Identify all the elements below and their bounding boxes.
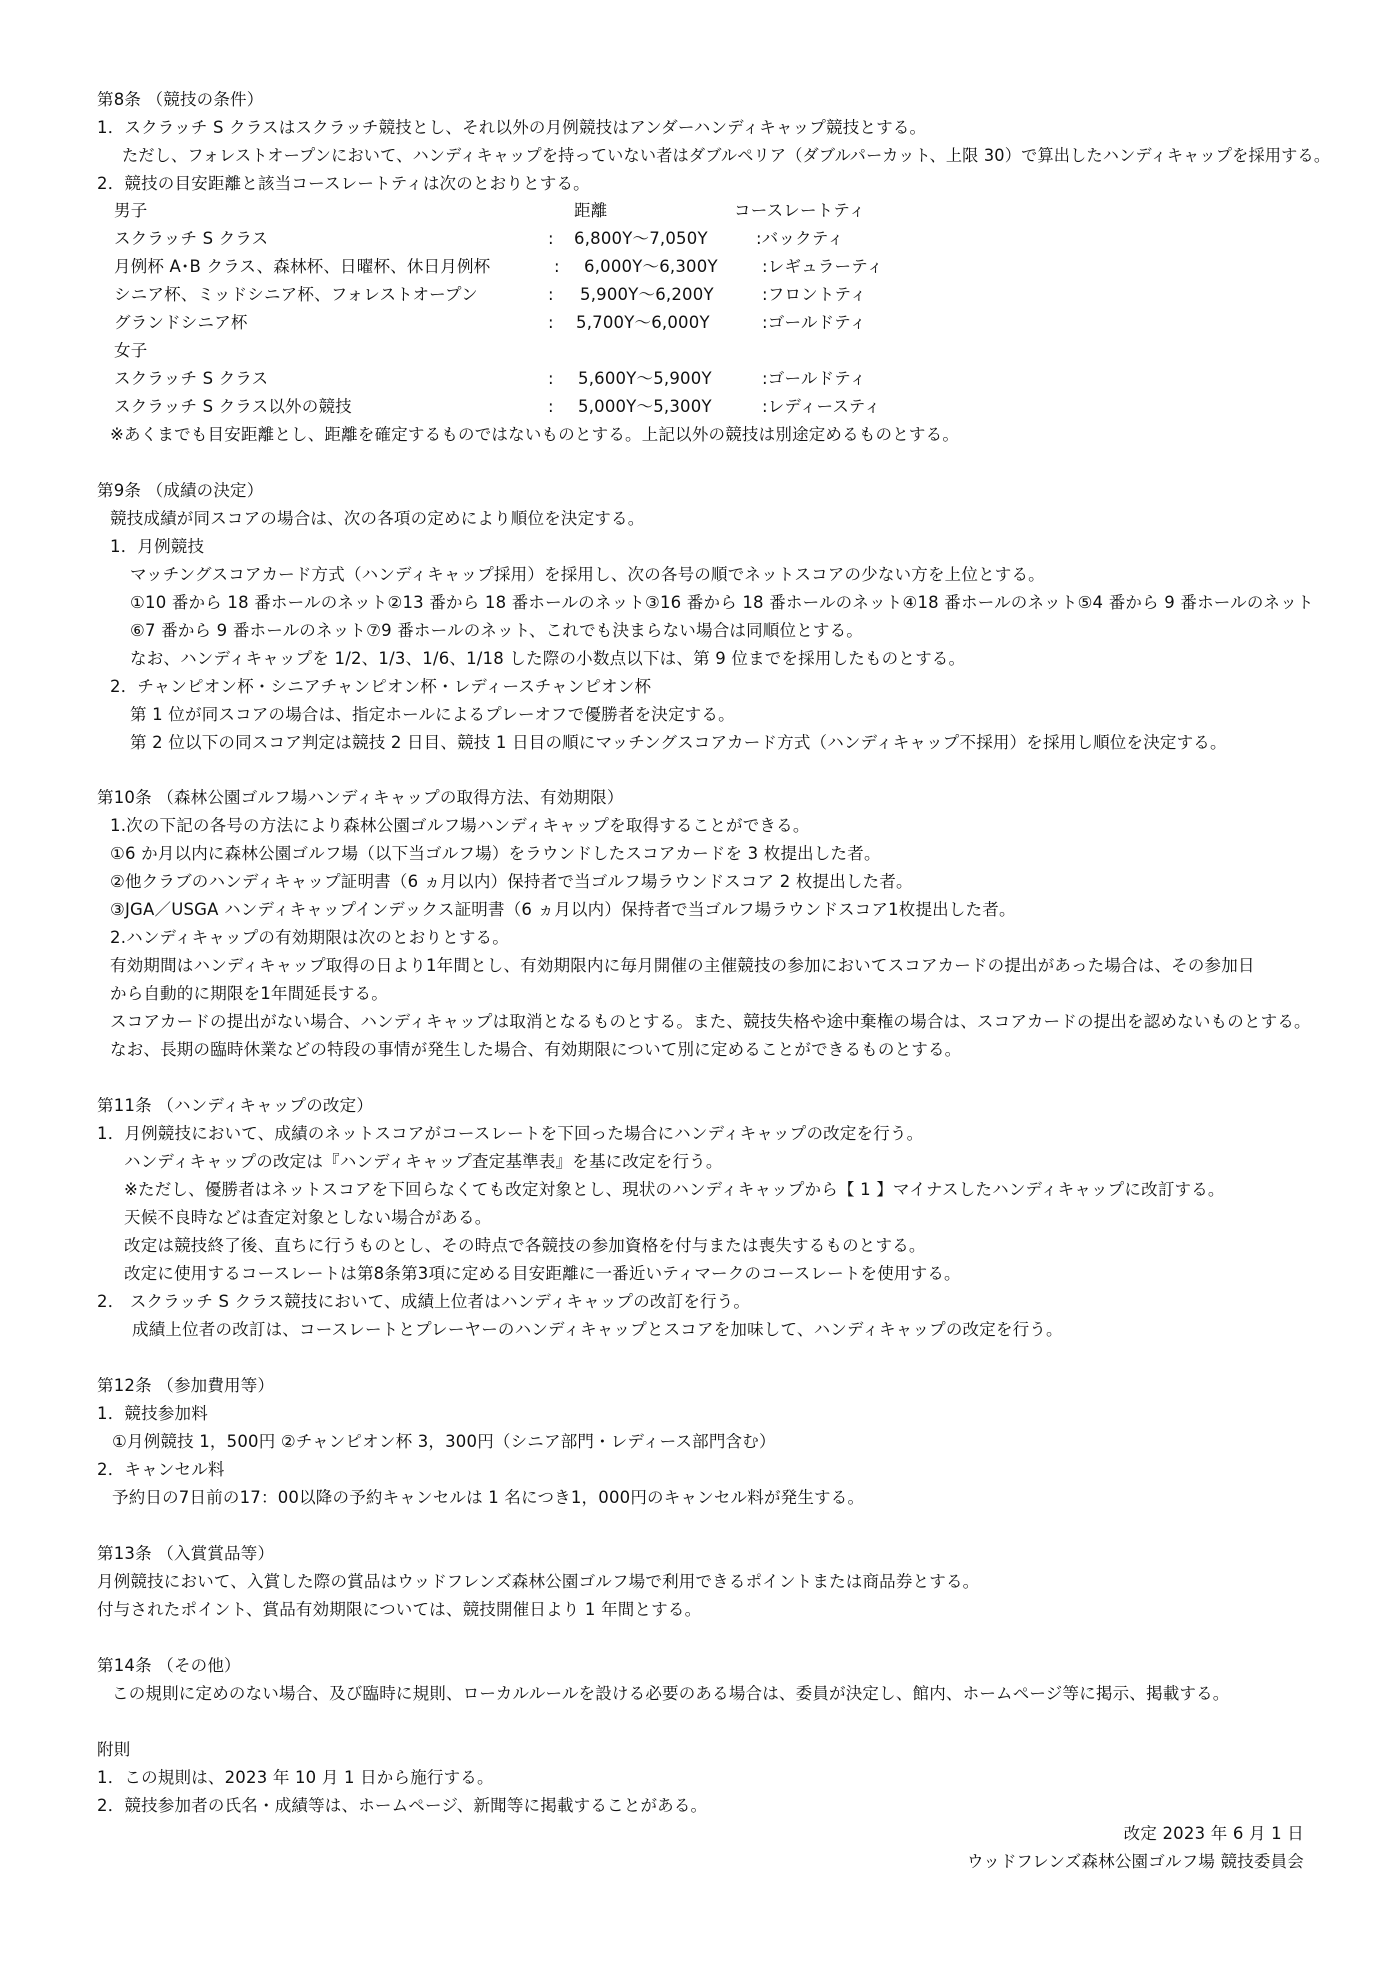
article-9-section-1: 1．月例競技 [110, 537, 205, 556]
men-row-sep: : [548, 313, 554, 332]
men-row-distance: 6,000Y～6,300Y [584, 257, 718, 276]
article-11-line: ハンディキャップの改定は『ハンディキャップ査定基準表』を基に改定を行う。 [124, 1152, 723, 1171]
column-header-distance: 距離 [574, 201, 608, 220]
men-label: 男子 [114, 201, 148, 220]
women-row-name: スクラッチ S クラス [114, 369, 269, 388]
article-10-line: 2.ハンディキャップの有効期限は次のとおりとする。 [110, 928, 509, 947]
article-10-heading: 第10条 （森林公園ゴルフ場ハンディキャップの取得方法、有効期限） [97, 788, 624, 807]
women-row-sep: : [548, 397, 554, 416]
supplementary-line: 1．この規則は、2023 年 10 月 1 日から施行する。 [97, 1768, 494, 1787]
article-9-section-2: 2．チャンピオン杯・シニアチャンピオン杯・レディースチャンピオン杯 [110, 677, 652, 696]
men-row-sep: : [548, 285, 554, 304]
article-13-line: 付与されたポイント、賞品有効期限については、競技開催日より 1 年間とする。 [97, 1600, 702, 1619]
committee-name: ウッドフレンズ森林公園ゴルフ場 競技委員会 [966, 1852, 1304, 1871]
article-13-line: 月例競技において、入賞した際の賞品はウッドフレンズ森林公園ゴルフ場で利用できるポイントまたは商品券とする。 [97, 1572, 980, 1591]
article-11-line: 成績上位者の改訂は、コースレートとプレーヤーのハンディキャップとスコアを加味して、ハンディキャップの改定を行う。 [132, 1320, 1063, 1339]
men-row-name: シニア杯、ミッドシニア杯、フォレストオープン [114, 285, 478, 304]
article-12-line: 2．キャンセル料 [97, 1460, 225, 1479]
article-12-line: 1．競技参加料 [97, 1404, 208, 1423]
article-9-section-1-note: なお、ハンディキャップを 1/2、1/3、1/6、1/18 した際の小数点以下は、第 9 位までを採用したものとする。 [130, 649, 966, 668]
women-row-distance: 5,600Y～5,900Y [578, 369, 712, 388]
women-label: 女子 [114, 341, 148, 360]
men-row-distance: 6,800Y～7,050Y [574, 229, 708, 248]
article-11-line: ※ただし、優勝者はネットスコアを下回らなくても改定対象とし、現状のハンディキャップから【 1 】マイナスしたハンディキャップに改訂する。 [124, 1180, 1225, 1199]
article-9-intro: 競技成績が同スコアの場合は、次の各項の定めにより順位を決定する。 [110, 509, 645, 528]
article-10-line: ②他クラブのハンディキャップ証明書（6 ヵ月以内）保持者で当ゴルフ場ラウンドスコア 2 枚提出した者。 [110, 872, 913, 891]
article-11-line: 1．月例競技において、成績のネットスコアがコースレートを下回った場合にハンディキャップの改定を行う。 [97, 1124, 924, 1143]
article-9-section-1-order-b: ⑥7 番から 9 番ホールのネット⑦9 番ホールのネット、これでも決まらない場合は同順位とする。 [130, 621, 864, 640]
men-row-name: スクラッチ S クラス [114, 229, 269, 248]
supplementary-line: 2．競技参加者の氏名・成績等は、ホームページ、新聞等に掲載することがある。 [97, 1796, 708, 1815]
men-row-distance: 5,700Y～6,000Y [576, 313, 710, 332]
article-14-heading: 第14条 （その他） [97, 1656, 241, 1675]
article-10-line: 1.次の下記の各号の方法により森林公園ゴルフ場ハンディキャップを取得することができる。 [110, 816, 810, 835]
article-12-heading: 第12条 （参加費用等） [97, 1376, 275, 1395]
men-row-tee: :レギュラーティ [762, 257, 884, 276]
article-8-clause-1-note: ただし、フォレストオープンにおいて、ハンディキャップを持っていない者はダブルペリア（ダブルパーカット、上限 30）で算出したハンディキャップを採用する。 [122, 146, 1331, 165]
article-9-section-1-order-a: ①10 番から 18 番ホールのネット②13 番から 18 番ホールのネット③16 番から 18 番ホールのネット④18 番ホールのネット⑤4 番から 9 番ホールのネット [130, 593, 1314, 612]
article-14-line: この規則に定めのない場合、及び臨時に規則、ローカルルールを設ける必要のある場合は、委員が決定し、館内、ホームページ等に掲示、掲載する。 [112, 1684, 1230, 1703]
women-row-tee: :ゴールドティ [762, 369, 867, 388]
article-12-line: 予約日の7日前の17：00以降の予約キャンセルは 1 名につき1，000円のキャンセル料が発生する。 [112, 1488, 865, 1507]
women-row-sep: : [548, 369, 554, 388]
article-11-line: 改定に使用するコースレートは第8条第3項に定める目安距離に一番近いティマークのコースレートを使用する。 [124, 1264, 961, 1283]
men-row-name: 月例杯 A･B クラス、森林杯、日曜杯、休日月例杯 [114, 257, 491, 276]
supplementary-heading: 附則 [97, 1740, 131, 1759]
men-row-tee: :バックティ [756, 229, 844, 248]
women-row-tee: :レディースティ [762, 397, 881, 416]
article-10-line: 有効期間はハンディキャップ取得の日より1年間とし、有効期限内に毎月開催の主催競技の参加においてスコアカードの提出があった場合は、その参加日 [110, 956, 1255, 975]
article-9-section-2-text-a: 第 1 位が同スコアの場合は、指定ホールによるプレーオフで優勝者を決定する。 [130, 705, 735, 724]
article-11-line: 改定は競技終了後、直ちに行うものとし、その時点で各競技の参加資格を付与または喪失するものとする。 [124, 1236, 926, 1255]
article-10-line: ①6 か月以内に森林公園ゴルフ場（以下当ゴルフ場）をラウンドしたスコアカードを 3 枚提出した者。 [110, 844, 881, 863]
men-row-tee: :フロントティ [762, 285, 867, 304]
article-9-section-2-text-b: 第 2 位以下の同スコア判定は競技 2 日目、競技 1 日目の順にマッチングスコアカード方式（ハンディキャップ不採用）を採用し順位を決定する。 [130, 733, 1227, 752]
men-row-name: グランドシニア杯 [114, 313, 248, 332]
article-9-heading: 第9条 （成績の決定） [97, 481, 264, 500]
column-header-tee: コースレートティ [734, 201, 866, 220]
article-10-line: スコアカードの提出がない場合、ハンディキャップは取消となるものとする。また、競技失格や途中棄権の場合は、スコアカードの提出を認めないものとする。 [110, 1012, 1311, 1031]
article-10-line: なお、長期の臨時休業などの特段の事情が発生した場合、有効期限について別に定めることができるものとする。 [110, 1040, 962, 1059]
article-8-heading: 第8条 （競技の条件） [97, 90, 264, 109]
men-row-sep: : [548, 229, 554, 248]
article-13-heading: 第13条 （入賞賞品等） [97, 1544, 275, 1563]
article-11-line: 天候不良時などは査定対象としない場合がある。 [124, 1208, 492, 1227]
article-11-heading: 第11条 （ハンディキャップの改定） [97, 1096, 374, 1115]
women-row-name: スクラッチ S クラス以外の競技 [114, 397, 352, 416]
article-11-line: 2． スクラッチ S クラス競技において、成績上位者はハンディキャップの改訂を行う。 [97, 1292, 751, 1311]
revision-date: 改定 2023 年 6 月 1 日 [1123, 1824, 1304, 1843]
article-12-line: ①月例競技 1，500円 ②チャンピオン杯 3，300円（シニア部門・レディース部門含む） [112, 1432, 776, 1451]
men-row-sep: : [554, 257, 560, 276]
article-9-section-1-text: マッチングスコアカード方式（ハンディキャップ採用）を採用し、次の各号の順でネットスコアの少ない方を上位とする。 [130, 565, 1045, 584]
men-row-distance: 5,900Y～6,200Y [580, 285, 714, 304]
article-10-line: ③JGA／USGA ハンディキャップインデックス証明書（6 ヵ月以内）保持者で当ゴルフ場ラウンドスコア1枚提出した者。 [110, 900, 1016, 919]
men-row-tee: :ゴールドティ [762, 313, 867, 332]
article-8-clause-2: 2．競技の目安距離と該当コースレートティは次のとおりとする。 [97, 174, 590, 193]
article-8-note: ※あくまでも目安距離とし、距離を確定するものではないものとする。上記以外の競技は別途定めるものとする。 [110, 425, 960, 444]
women-row-distance: 5,000Y～5,300Y [578, 397, 712, 416]
article-8-clause-1: 1．スクラッチ S クラスはスクラッチ競技とし、それ以外の月例競技はアンダーハンディキャップ競技とする。 [97, 118, 927, 137]
article-10-line: から自動的に期限を1年間延長する。 [110, 984, 388, 1003]
